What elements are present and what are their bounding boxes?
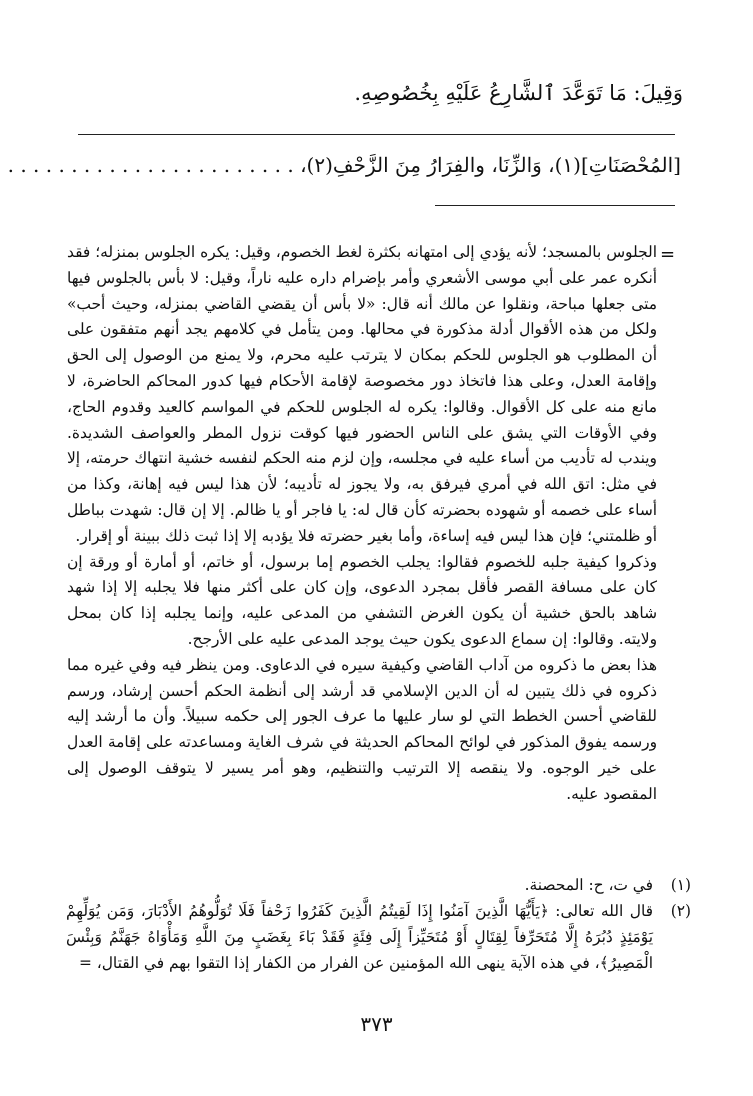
footnote-text: في ت، ح: المحصنة. [524,876,653,894]
footnote-number: (١) [670,876,691,894]
footnote-1 [66,872,691,898]
continuation-mark: = [660,244,676,265]
commentary-paragraph: الجلوس بالمسجد؛ لأنه يؤدي إلى امتهانه بكثرة لغط الخصوم، وقيل: يكره الجلوس بمنزله؛ فقد أنكره عمر على أبي موسى الأشعري وأمر بإضرام داره عليه ناراً، وقيل: لا بأس بالجلوس فيها متى جعلها مباحة، ونقلوا عن مالك أنه قال: «لا بأس أن يقضي القاضي بمنزله، وحيث أحب» ولكل من هذه الأقوال أدلة مذكورة في محالها. ومن يتأمل في كلامهم يجد أنهم متفقون على أن المطلوب هو الجلوس للحكم بمكان لا يترتب عليه محرم، ولا يمنع من الوصول إلى الحق وإقامة العدل، وعلى هذا فاتخاذ دور مخصوصة لإقامة الأحكام فيها كدور المحاكم الحاضرة، لا مانع منه على كل الأقوال. وقالوا: يكره له الجلوس للحكم في المواسم كالعيد وقدوم الحاج، وفي الأوقات التي يشق على الناس الحضور فيها كوقت نزول المطر والعواصف الشديدة. ويندب له تأديب من أساء عليه في مجلسه، وإن لزم منه الحكم لنفسه خشية انتهاك حرمته، إلا في مثل: اتق الله في أمري فيرفق به، ولا يجوز له تأديبه؛ لأن هذا ليس فيه إهانة، وكذا من أساء على خصمه أو شهوده بحضرته كأن قال له: يا فاجر أو يا ظالم. إلا إن قال: شهدت بباطل أو ظلمتني؛ فإن هذا ليس فيه إساءة، وأما بغير حضرته فلا يؤدبه إلا إذا ثبت ذلك ببينة أو إقرار. [67,243,657,545]
page-number: ٣٧٣ [360,1012,393,1036]
footnote-number: (٢) [670,902,691,920]
footnote-text: قال الله تعالى: ﴿يَأَيُّهَا الَّذِينَ آمَنُوا إِذَا لَقِيتُمُ الَّذِينَ كَفَرُوا زَحْفاً فَلَا تُوَلُّوهُمُ الأَدْبَارَ، وَمَن يُوَلِّهِمْ يَوْمَئِذٍ دُبُرَهُ إِلَّا مُتَحَرِّفاً لِقِتَالٍ أَوْ مُتَحَيِّزاً إِلَى فِئَةٍ فَقَدْ بَاءَ بِغَضَبٍ مِنَ اللَّهِ وَمَأْوَاهُ جَهَنَّمُ وَبِئْسَ الْمَصِيرُ﴾، في هذه الآية ينهى الله المؤمنين عن الفرار من الكفار إذا التقوا بهم في القتال، = [66,902,653,972]
main-text-line: وَقِيلَ: مَا تَوَعَّدَ ٱلشَّارِعُ عَلَيْهِ بِخُصُوصِهِ. [354,81,683,105]
verse-continuation-line: [المُحْصَنَاتِ](١)، وَالزِّنَا، والفِرَارُ مِنَ الزَّحْفِ(٢)، . . . . . . . . . . . . . . . . . . . . . . . [7,153,681,177]
commentary-block [67,240,657,808]
footnote-2 [66,898,691,976]
commentary-paragraph: وذكروا كيفية جلبه للخصوم فقالوا: يجلب الخصوم إما برسول، أو خاتم، أو أمارة أو ورقة إن كان على مسافة القصر فأقل بمجرد الدعوى، وإن كان على أكثر منها فلا يجلبه إلا إذا شهد شاهد بالحق خشية أن يكون الغرض التشفي من المدعى عليه، وإنما يجلبه إذا كان بمحل ولايته. وقالوا: إن سماع الدعوى يكون حيث يوجد المدعى عليه على الأرجح. [67,552,657,648]
commentary-paragraph: هذا بعض ما ذكروه من آداب القاضي وكيفية سيره في الدعاوى. ومن ينظر فيه وفي غيره مما ذكروه في ذلك يتبين له أن الدين الإسلامي قد أرشد إلى أنظمة الحكم أحسن إرشاد، ورسم للقاضي أحسن الخطط التي لو سار عليها ما عرف الجور إلى حكمه سبيلاً. وأن ما أرشد إليه ورسمه يفوق المذكور في لوائح المحاكم الحديثة في شرف الغاية ومساعدته على إقامة العدل على خير الوجوه. ولا ينقصه إلا الترتيب والتنظيم، وهو أمر يسير لا يتوقف الوصول إلى المقصود عليه. [67,655,657,803]
commentary-divider [435,205,675,206]
top-divider [78,134,675,135]
footnotes [66,872,691,976]
